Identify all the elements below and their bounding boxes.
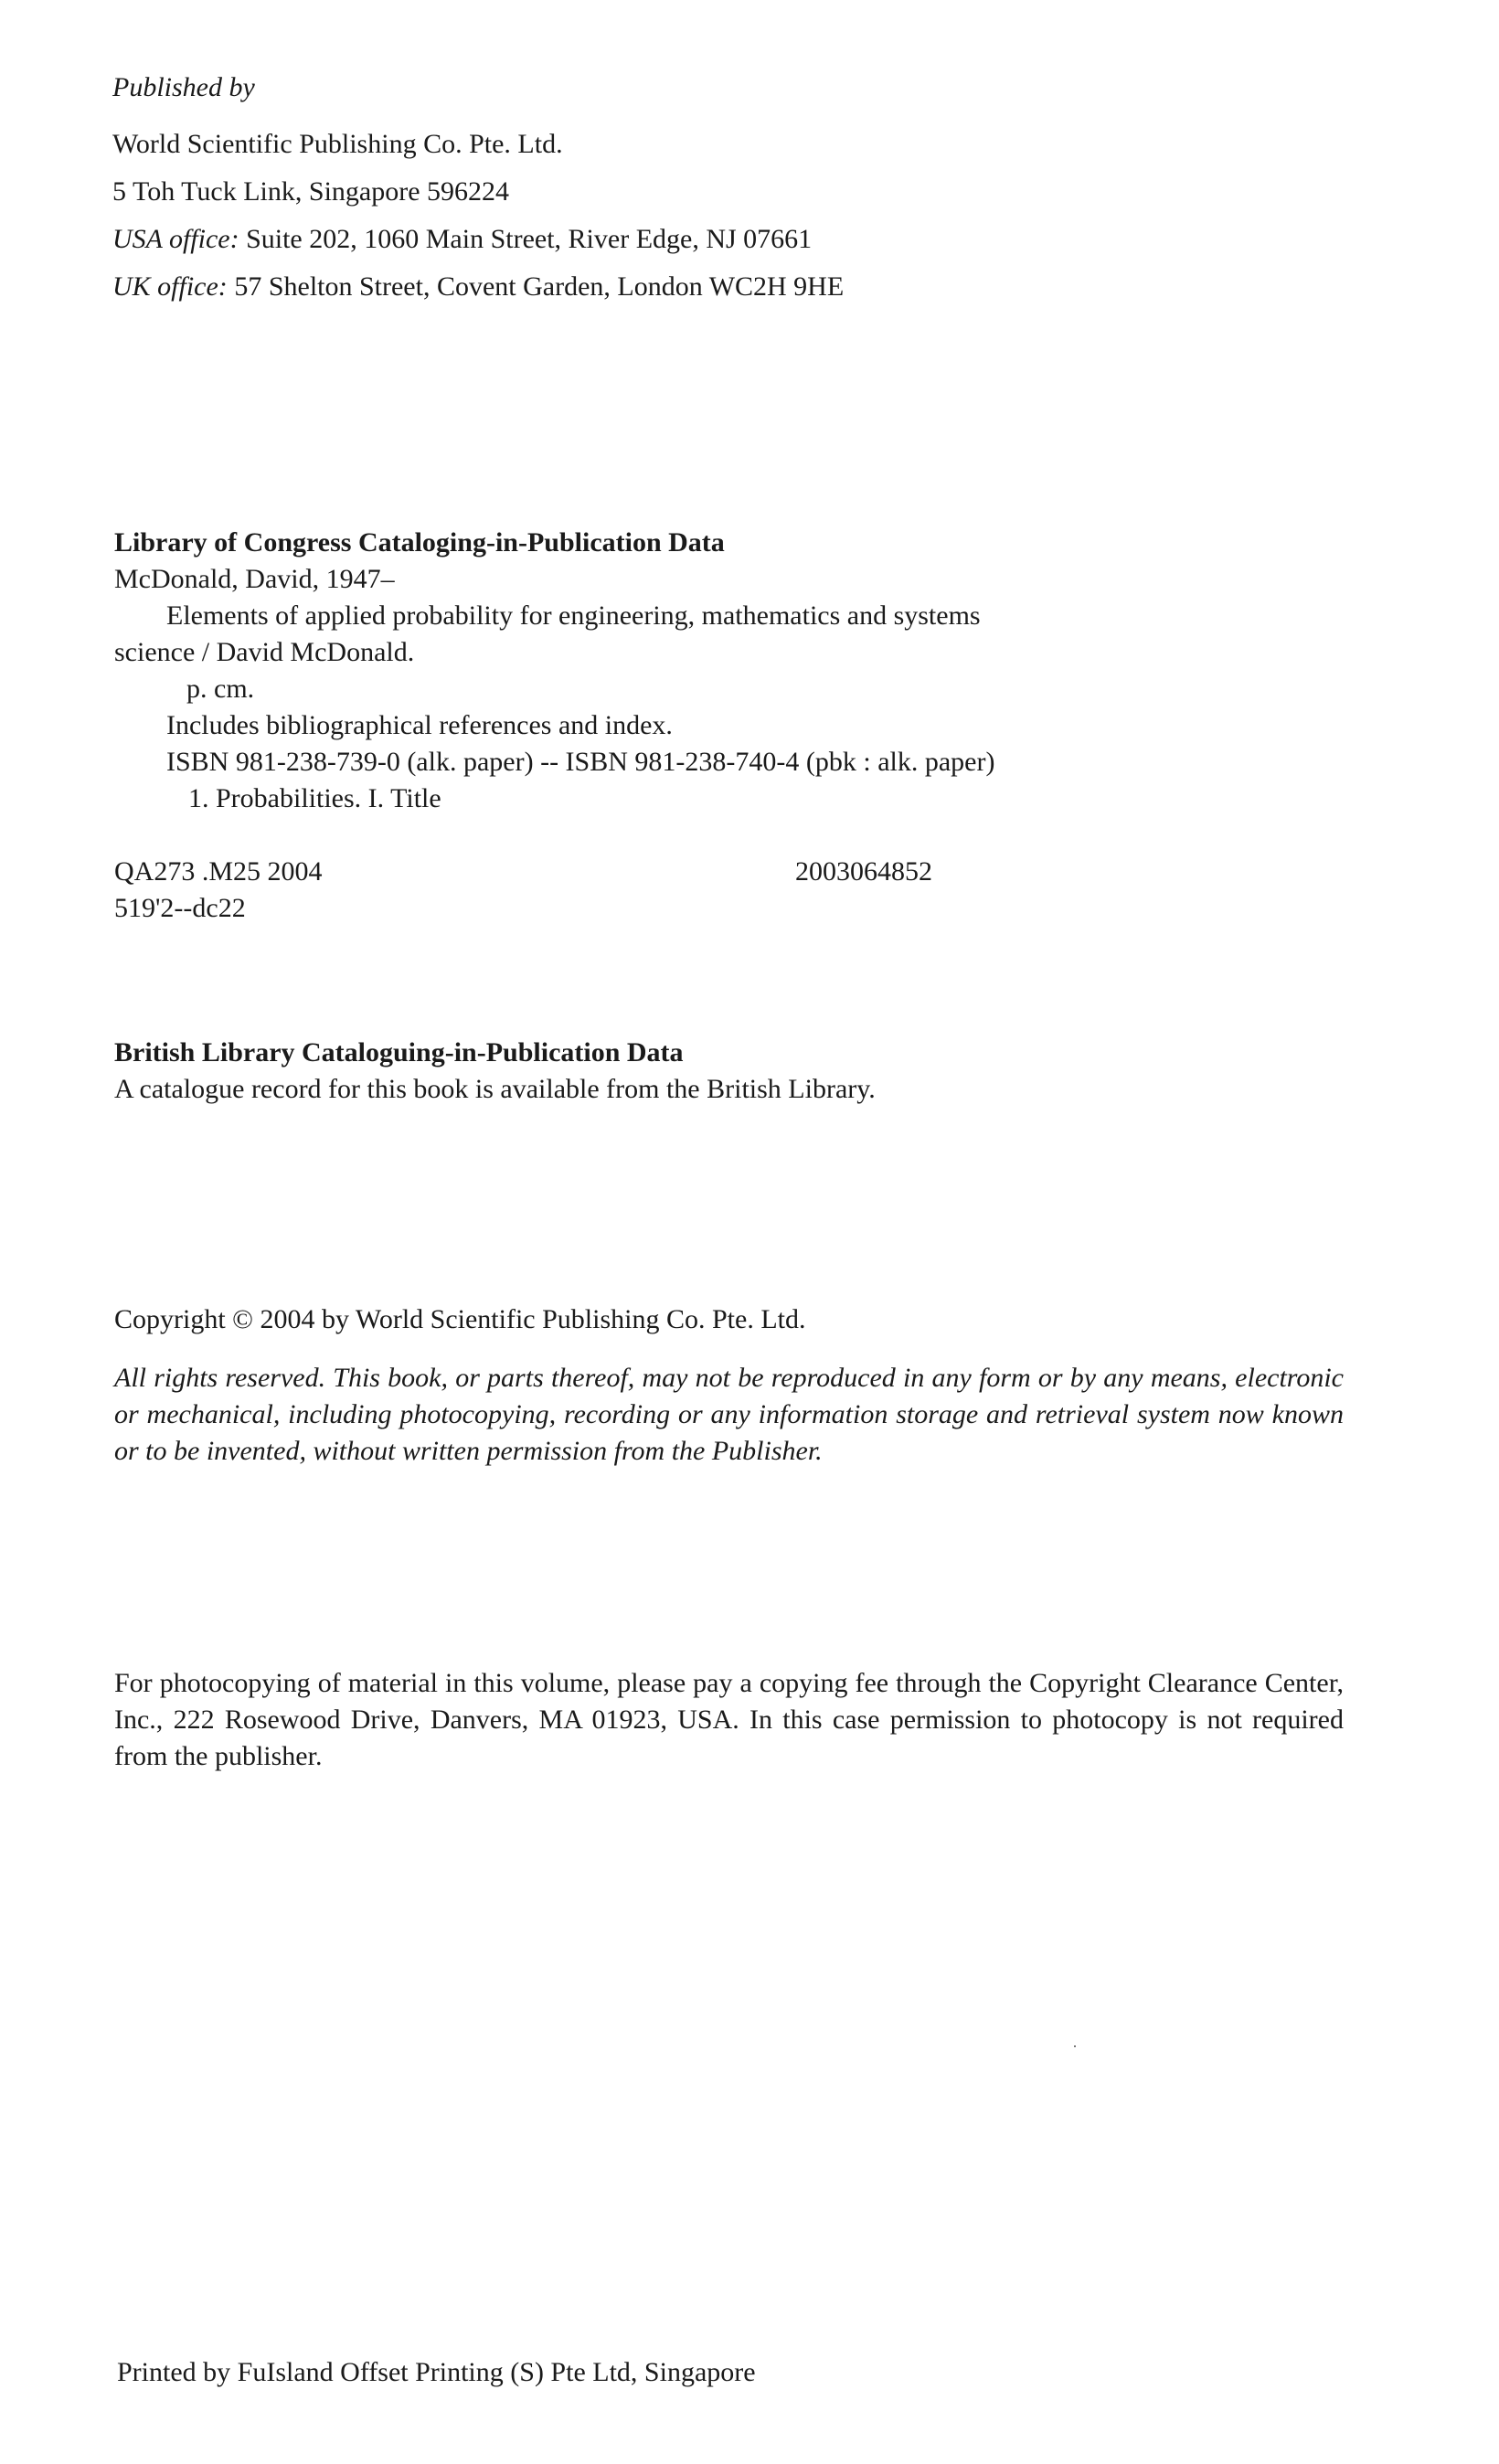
loc-lccn: 2003064852 (795, 856, 932, 887)
printer-line: Printed by FuIsland Offset Printing (S) Pte Ltd, Singapore (117, 2357, 756, 2387)
uk-office-line (112, 271, 844, 303)
rights-reserved-text: All rights reserved. This book, or parts thereof, may not be reproduced in any form or by any means, electronic or mechanical, including photocopying, recording or any information storage and retrieval system now known or to be invented, without written permission from the Publisher. (114, 1363, 1344, 1466)
loc-cip-heading: Library of Congress Cataloging-in-Publication Data (114, 527, 725, 558)
british-cip-heading: British Library Cataloguing-in-Publication Data (114, 1037, 684, 1067)
uk-office-label: UK office: (112, 271, 228, 302)
loc-isbn: ISBN 981-238-739-0 (alk. paper) -- ISBN 981-238-740-4 (pbk : alk. paper) (166, 747, 995, 777)
loc-title-line2: science / David McDonald. (114, 637, 415, 667)
loc-author: McDonald, David, 1947– (114, 564, 395, 594)
loc-subjects: 1. Probabilities. I. Title (188, 783, 441, 813)
loc-dewey: 519'2--dc22 (114, 893, 246, 923)
uk-office-address: 57 Shelton Street, Covent Garden, London WC2H 9HE (234, 271, 845, 302)
loc-pcm: p. cm. (186, 674, 255, 704)
publisher-name: World Scientific Publishing Co. Pte. Ltd. (112, 129, 563, 159)
loc-includes: Includes bibliographical references and index. (166, 710, 673, 740)
loc-call-number: QA273 .M25 2004 (114, 856, 323, 887)
british-cip-text: A catalogue record for this book is available from the British Library. (114, 1074, 876, 1104)
usa-office-label: USA office: (112, 224, 239, 254)
loc-title-line1: Elements of applied probability for engineering, mathematics and systems (166, 600, 981, 631)
published-by-heading: Published by (112, 72, 255, 102)
usa-office-line (112, 223, 812, 256)
usa-office-address: Suite 202, 1060 Main Street, River Edge, NJ 07661 (246, 224, 813, 254)
stray-mark (1074, 2045, 1076, 2047)
photocopy-notice: For photocopying of material in this volume, please pay a copying fee through the Copyright Clearance Center, Inc., 222 Rosewood Drive, Danvers, MA 01923, USA. In this case permission to photocopy is not required from the publisher. (114, 1668, 1344, 1771)
publisher-address: 5 Toh Tuck Link, Singapore 596224 (112, 176, 510, 207)
copyright-notice: Copyright © 2004 by World Scientific Publishing Co. Pte. Ltd. (114, 1304, 806, 1334)
